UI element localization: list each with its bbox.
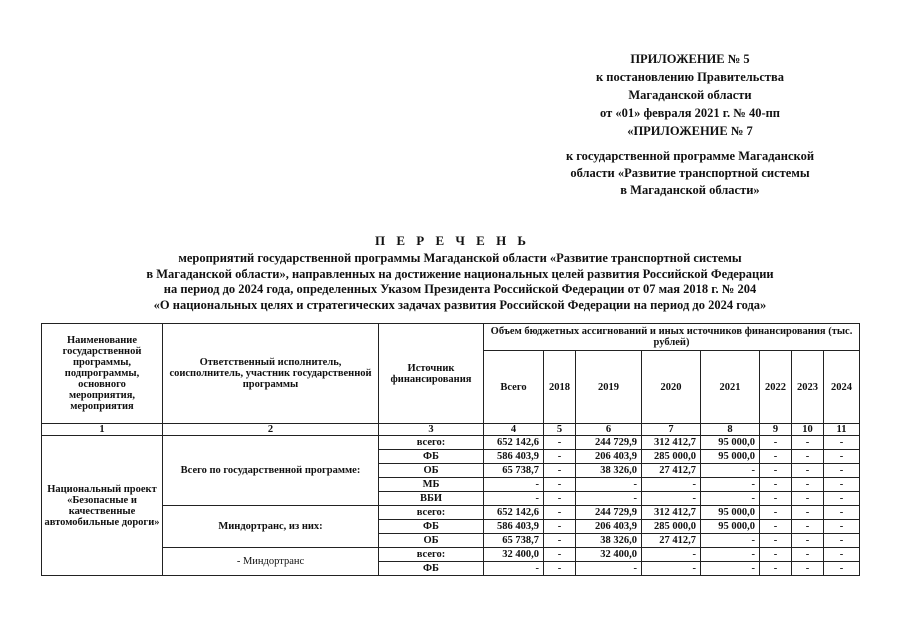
amount-cell: 32 400,0 xyxy=(484,548,544,562)
year-header-cell: 2022 xyxy=(760,351,792,424)
funding-source-cell: ВБИ xyxy=(379,492,484,506)
funding-source-cell: ФБ xyxy=(379,450,484,464)
amount-cell: 65 738,7 xyxy=(484,534,544,548)
amount-cell: - xyxy=(544,492,576,506)
executor-cell: Миндортранс, из них: xyxy=(163,506,379,548)
amount-cell: - xyxy=(760,492,792,506)
amount-cell: - xyxy=(824,464,860,478)
funding-source-cell: ОБ xyxy=(379,534,484,548)
amount-cell: - xyxy=(792,520,824,534)
header-cell: Источник финансирования xyxy=(379,324,484,424)
appendix-line: к государственной программе Магаданской xyxy=(565,149,815,163)
amount-cell: 652 142,6 xyxy=(484,506,544,520)
amount-cell: - xyxy=(792,534,824,548)
amount-cell: - xyxy=(701,562,760,576)
amount-cell: 95 000,0 xyxy=(701,520,760,534)
appendix-program-ref xyxy=(520,148,860,199)
amount-cell: - xyxy=(824,492,860,506)
column-numbers-row xyxy=(42,424,860,436)
subtitle-line: мероприятий государственной программы Магаданской области «Развитие транспортной системы xyxy=(178,251,742,265)
amount-cell: - xyxy=(824,506,860,520)
appendix-line: области «Развитие транспортной системы xyxy=(570,166,810,180)
amount-cell: - xyxy=(701,492,760,506)
amount-cell: 285 000,0 xyxy=(642,520,701,534)
amount-cell: - xyxy=(760,450,792,464)
amount-cell: - xyxy=(576,562,642,576)
amount-cell: - xyxy=(824,548,860,562)
amount-cell: - xyxy=(760,506,792,520)
amount-cell: - xyxy=(760,478,792,492)
appendix-line: в Магаданской области» xyxy=(620,183,760,197)
amount-cell: - xyxy=(760,436,792,450)
amount-cell: - xyxy=(760,520,792,534)
amount-cell: - xyxy=(576,478,642,492)
table-row xyxy=(42,506,860,520)
amount-cell: - xyxy=(544,506,576,520)
column-number: 7 xyxy=(642,424,701,436)
amount-cell: - xyxy=(642,478,701,492)
amount-cell: - xyxy=(824,562,860,576)
amount-cell: - xyxy=(544,548,576,562)
column-number: 10 xyxy=(792,424,824,436)
amount-cell: - xyxy=(544,534,576,548)
amount-cell: - xyxy=(824,450,860,464)
executor-cell: - Миндортранс xyxy=(163,548,379,576)
amount-cell: - xyxy=(576,492,642,506)
amount-cell: - xyxy=(792,450,824,464)
project-name-cell: Национальный проект «Безопасные и качественные автомобильные дороги» xyxy=(42,436,163,576)
amount-cell: - xyxy=(642,562,701,576)
subtitle-line: «О национальных целях и стратегических задачах развития Российской Федерации на период до 2024 года» xyxy=(153,297,767,312)
funding-source-cell: ОБ xyxy=(379,464,484,478)
amount-cell: - xyxy=(824,478,860,492)
amount-cell: - xyxy=(544,520,576,534)
amount-cell: - xyxy=(544,464,576,478)
amount-cell: 95 000,0 xyxy=(701,436,760,450)
amount-cell: - xyxy=(544,562,576,576)
amount-cell: 95 000,0 xyxy=(701,506,760,520)
amount-cell: - xyxy=(792,464,824,478)
appendix-line: «ПРИЛОЖЕНИЕ № 7 xyxy=(627,124,753,138)
amount-cell: - xyxy=(484,478,544,492)
year-header-cell: 2023 xyxy=(792,351,824,424)
appendix-line: к постановлению Правительства xyxy=(595,70,785,84)
document-subtitle xyxy=(20,251,900,313)
appendix-header xyxy=(520,50,860,140)
amount-cell: - xyxy=(701,548,760,562)
amount-cell: 38 326,0 xyxy=(576,534,642,548)
table-row xyxy=(42,548,860,562)
year-header-cell: 2021 xyxy=(701,351,760,424)
amount-cell: 27 412,7 xyxy=(642,534,701,548)
amount-cell: 95 000,0 xyxy=(701,450,760,464)
amount-cell: - xyxy=(792,506,824,520)
amount-cell: 586 403,9 xyxy=(484,520,544,534)
amount-cell: 285 000,0 xyxy=(642,450,701,464)
year-header-cell: Всего xyxy=(484,351,544,424)
funding-source-cell: всего: xyxy=(379,548,484,562)
amount-cell: - xyxy=(484,562,544,576)
appendix-line: ПРИЛОЖЕНИЕ № 5 xyxy=(630,52,750,66)
funding-source-cell: МБ xyxy=(379,478,484,492)
amount-cell: - xyxy=(760,534,792,548)
appendix-line: от «01» февраля 2021 г. № 40-пп xyxy=(599,106,781,120)
amount-cell: 206 403,9 xyxy=(576,520,642,534)
document-heading: П Е Р Е Ч Е Н Ь xyxy=(374,233,531,248)
amount-cell: 244 729,9 xyxy=(576,506,642,520)
amount-cell: - xyxy=(701,478,760,492)
funding-source-cell: ФБ xyxy=(379,520,484,534)
subtitle-line: в Магаданской области», направленных на достижение национальных целей развития Российской Федерации xyxy=(146,266,774,281)
amount-cell: 652 142,6 xyxy=(484,436,544,450)
amount-cell: 312 412,7 xyxy=(642,436,701,450)
amount-cell: - xyxy=(792,478,824,492)
column-number: 4 xyxy=(484,424,544,436)
measures-table xyxy=(41,323,860,576)
amount-cell: 206 403,9 xyxy=(576,450,642,464)
amount-cell: - xyxy=(642,548,701,562)
amount-cell: - xyxy=(701,464,760,478)
header-cell: Объем бюджетных ассигнований и иных источников финансирования (тыс. рублей) xyxy=(484,324,860,351)
year-header-cell: 2019 xyxy=(576,351,642,424)
amount-cell: - xyxy=(760,548,792,562)
amount-cell: 32 400,0 xyxy=(576,548,642,562)
year-header-cell: 2024 xyxy=(824,351,860,424)
column-number: 9 xyxy=(760,424,792,436)
amount-cell: - xyxy=(824,520,860,534)
amount-cell: - xyxy=(792,548,824,562)
column-number: 1 xyxy=(42,424,163,436)
amount-cell: 38 326,0 xyxy=(576,464,642,478)
amount-cell: 65 738,7 xyxy=(484,464,544,478)
amount-cell: - xyxy=(760,562,792,576)
amount-cell: - xyxy=(792,436,824,450)
year-header-cell: 2018 xyxy=(544,351,576,424)
header-cell: Наименование государственной программы, подпрограммы, основного мероприятия, мероприятия xyxy=(42,324,163,424)
funding-source-cell: всего: xyxy=(379,436,484,450)
column-number: 6 xyxy=(576,424,642,436)
amount-cell: - xyxy=(792,562,824,576)
amount-cell: - xyxy=(642,492,701,506)
column-number: 3 xyxy=(379,424,484,436)
amount-cell: - xyxy=(701,534,760,548)
column-number: 2 xyxy=(163,424,379,436)
year-header-cell: 2020 xyxy=(642,351,701,424)
amount-cell: 586 403,9 xyxy=(484,450,544,464)
amount-cell: 312 412,7 xyxy=(642,506,701,520)
column-number: 5 xyxy=(544,424,576,436)
amount-cell: - xyxy=(760,464,792,478)
amount-cell: - xyxy=(544,450,576,464)
column-number: 8 xyxy=(701,424,760,436)
appendix-line: Магаданской области xyxy=(628,88,752,102)
subtitle-line: на период до 2024 года, определенных Указом Президента Российской Федерации от 07 мая 2018 г. № 204 xyxy=(163,282,757,296)
table-row xyxy=(42,436,860,450)
amount-cell: 27 412,7 xyxy=(642,464,701,478)
amount-cell: 244 729,9 xyxy=(576,436,642,450)
amount-cell: - xyxy=(824,534,860,548)
amount-cell: - xyxy=(792,492,824,506)
column-number: 11 xyxy=(824,424,860,436)
executor-cell: Всего по государственной программе: xyxy=(163,436,379,506)
amount-cell: - xyxy=(484,492,544,506)
amount-cell: - xyxy=(544,478,576,492)
amount-cell: - xyxy=(824,436,860,450)
amount-cell: - xyxy=(544,436,576,450)
funding-source-cell: всего: xyxy=(379,506,484,520)
header-cell: Ответственный исполнитель, соисполнитель, участник государственной программы xyxy=(163,324,379,424)
funding-source-cell: ФБ xyxy=(379,562,484,576)
